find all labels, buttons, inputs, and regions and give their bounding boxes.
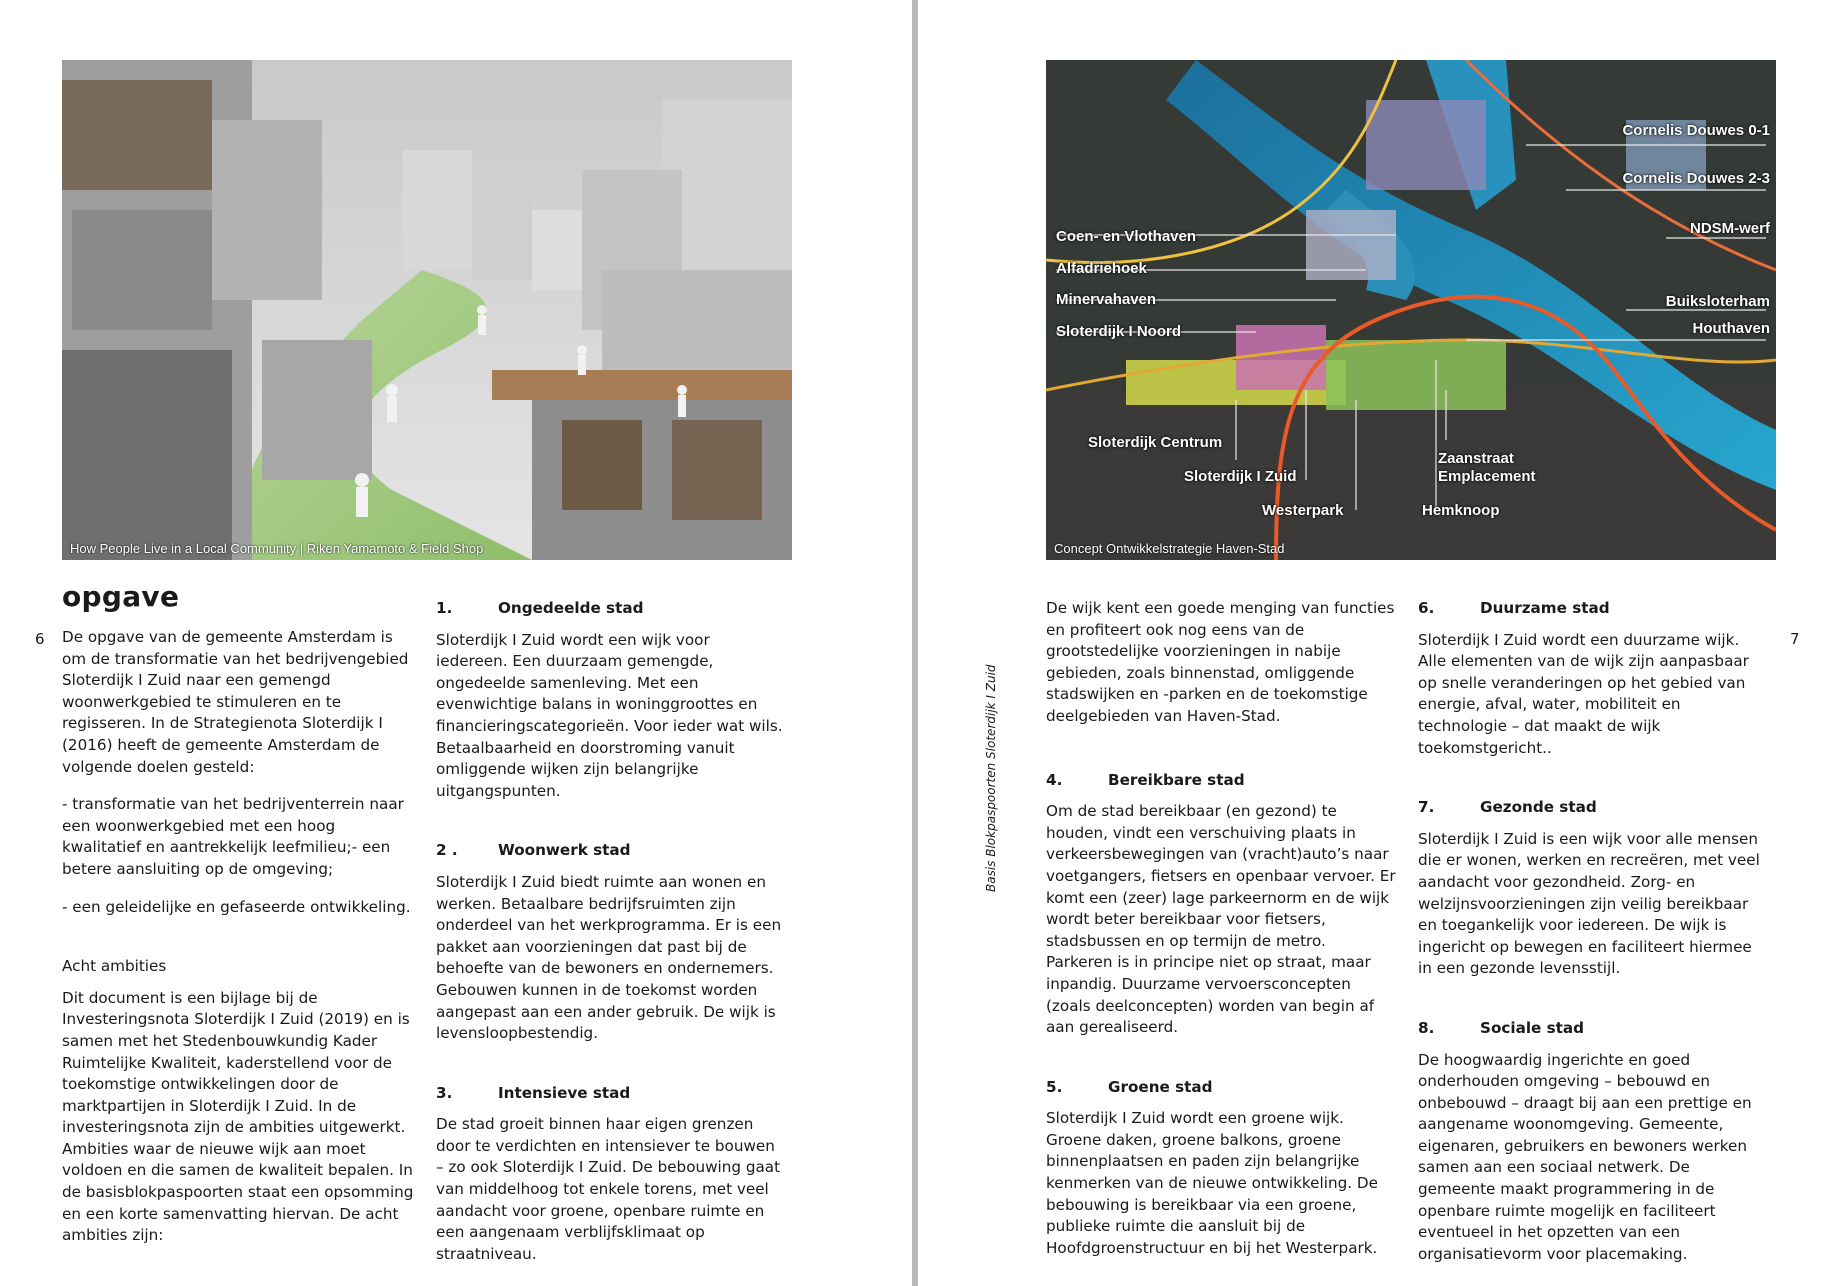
page-number-right: 7 (1790, 630, 1800, 648)
section-5 (1046, 1077, 1396, 1260)
section-3 (436, 1083, 786, 1266)
section-8 (1418, 1018, 1770, 1266)
section-title: Sociale stad (1480, 1018, 1585, 1037)
section-title: Woonwerk stad (498, 841, 631, 860)
right-page (918, 0, 1822, 1286)
map-label: NDSM-werf (1689, 220, 1770, 237)
page-title: opgave (62, 580, 180, 613)
haven-stad-map (1046, 60, 1776, 560)
section-number: 4. (1046, 770, 1063, 789)
section-1 (436, 598, 786, 802)
section-2 (436, 840, 786, 1044)
left-column-1 (62, 627, 417, 1263)
bullet-item: - een geleidelijke en gefaseerde ontwikkeling. (62, 897, 411, 916)
section-title: Bereikbare stad (1108, 770, 1245, 789)
page-number-left: 6 (35, 630, 45, 648)
section-heading (1046, 1077, 1396, 1099)
intro-paragraph: De opgave van de gemeente Amsterdam is om de transformatie van het bedrijvengebied Sloterdijk I Zuid naar een gemengd woonwerkgebied te stimuleren en te regisseren. In de Strategienota Sloterdijk I (2016) heeft de gemeente Amsterdam de volgende doelen gesteld: (62, 628, 409, 776)
section-text: Sloterdijk I Zuid wordt een groene wijk. Groene daken, groene balkons, groene binnenplaatsen en paden zijn belangrijke kenmerken van de nieuwe ontwikkeling. De bebouwing is bereikbaar via een groene, publieke ruimte die aansluit bij de Hoofdgroenstructuur en bij het Westerpark. (1046, 1109, 1378, 1257)
section-7 (1418, 797, 1770, 980)
right-column-2 (1418, 598, 1770, 1281)
section-text: Sloterdijk I Zuid is een wijk voor alle mensen die er wonen, werken en recreëren, met veel aandacht voor gezondheid. Zorg- en welzijnsvoorzieningen zijn veilig bereikbaar en toegankelijk voor iedereen. De wijk is ingericht op bewegen en faciliteert hiermee in een gezonde levensstijl. (1418, 829, 1760, 978)
section-heading (436, 598, 786, 620)
section-number: 5. (1046, 1077, 1063, 1096)
section-6 (1418, 598, 1770, 759)
section-text: Sloterdijk I Zuid wordt een duurzame wijk. Alle elementen van de wijk zijn aanpasbaar op snelle veranderingen op het gebied van energie, afval, water, mobiliteit en technologie – dat maakt de wijk toekomstgericht.. (1418, 630, 1749, 757)
map-label: Cornelis Douwes 0-1 (1622, 122, 1770, 139)
section-text: Sloterdijk I Zuid wordt een wijk voor iedereen. Een duurzaam gemengde, ongedeelde samenleving. Met een evenwichtige balans in woninggroottes en financieringscategorieën. Voor ieder wat wils. Betaalbaarheid en doorstroming vanuit omliggende wijken zijn belangrijke uitgangspunten. (436, 630, 783, 800)
map-label: Emplacement (1438, 468, 1536, 485)
section-heading (436, 840, 786, 862)
section-text: Sloterdijk I Zuid biedt ruimte aan wonen en werken. Betaalbare bedrijfsruimten zijn onderdeel van het werkprogramma. Er is een pakket aan voorzieningen dat past bij de behoefte van de bewoners en ondernemers. Gebouwen kunnen in de toekomst worden aangepast aan een ander gebruik. De wijk is levensloopbestendig. (436, 872, 782, 1043)
running-header-vertical: Basis Blokpaspoorten Sloterdijk I Zuid (984, 664, 998, 892)
section-title: Groene stad (1108, 1077, 1213, 1096)
section-number: 8. (1418, 1018, 1435, 1037)
map-label: Buiksloterham (1665, 293, 1770, 310)
subheading-acht-ambities: Acht ambities (62, 957, 167, 976)
section-title: Intensieve stad (498, 1083, 631, 1102)
section-number: 2 . (436, 841, 458, 860)
section-heading (1418, 598, 1770, 620)
map-label: Sloterdijk I Noord (1056, 323, 1182, 340)
section-text: De stad groeit binnen haar eigen grenzen door te verdichten en intensiever te bouwen – zo ook Sloterdijk I Zuid. De bebouwing gaat van middelhoog tot enkele torens, met veel aandacht voor groene, openbare ruimte en een aangenaam verblijfsklimaat op straatniveau. (436, 1115, 781, 1263)
section-text: Om de stad bereikbaar (en gezond) te houden, vindt een verschuiving plaats in verkeersbewegingen van (vracht)auto’s naar voetgangers, fietsers en openbaar vervoer. Er komt een (zeer) lage parkeernorm en de wijk wordt beter bereikbaar voor fietsers, stadsbussen en op termijn de metro. Parkeren is in principe niet op straat, maar inpandig. Duurzame vervoersconcepten (zoals deelconcepten) worden van begin af aan gerealiseerd. (1046, 802, 1396, 1037)
map-label: Zaanstraat (1438, 450, 1514, 467)
map-label: Cornelis Douwes 2-3 (1622, 170, 1770, 187)
intro-paragraph: De wijk kent een goede menging van functies en profiteert ook nog eens van de grootstedelijke voorzieningen in nabije gebieden, zoals binnenstad, omliggende stadswijken en -parken en de toekomstige deelgebieden van Haven-Stad. (1046, 599, 1395, 725)
map-label: Houthaven (1692, 320, 1770, 337)
right-column-1 (1046, 598, 1396, 1275)
map-label: Hemknoop (1422, 502, 1500, 519)
map-label: Sloterdijk Centrum (1088, 434, 1223, 451)
map-label: Westerpark (1262, 502, 1344, 519)
map-label: Alfadriehoek (1056, 260, 1147, 277)
section-number: 1. (436, 599, 453, 617)
photo-caption: How People Live in a Local Community | Riken Yamamoto & Field Shop (70, 541, 484, 556)
section-heading (1046, 770, 1396, 792)
bullet-item: - transformatie van het bedrijventerrein naar een woonwerkgebied met een hoog kwalitatief en aantrekkelijk leefmilieu;- een betere aansluiting op de omgeving; (62, 795, 404, 878)
left-column-2 (436, 598, 786, 1281)
section-number: 7. (1418, 798, 1435, 817)
map-caption: Concept Ontwikkelstrategie Haven-Stad (1054, 541, 1285, 556)
section-heading (436, 1083, 786, 1105)
ambities-paragraph: Dit document is een bijlage bij de Investeringsnota Sloterdijk I Zuid (2019) en is samen met het Stedenbouwkundig Kader Ruimtelijke Kwaliteit, kaderstellend voor de toekomstige ontwikkelingen door de marktpartijen in Sloterdijk I Zuid. In de investeringsnota zijn de ambities uitgewerkt. Ambities waar de nieuwe wijk aan moet voldoen en die samen de kwaliteit bepalen. In de basisblokpaspoorten staat een opsomming en een korte samenvatting hiervan. De acht ambities zijn: (62, 988, 414, 1245)
section-number: 3. (436, 1083, 453, 1102)
section-title: Gezonde stad (1480, 798, 1597, 817)
section-text: De hoogwaardig ingerichte en goed onderhouden omgeving – bebouwd en onbebouwd – draagt bij aan een prettige en aangename woonomgeving. Gemeente, eigenaren, gebruikers en bewoners werken samen aan een sociaal netwerk. De gemeente maakt programmering in de openbare ruimte mogelijk en faciliteert eventueel in het opzetten van een organisatievorm voor placemaking. (1418, 1050, 1752, 1263)
map-label: Sloterdijk I Zuid (1184, 468, 1297, 485)
section-title: Ongedeelde stad (498, 599, 644, 617)
map-label: Minervahaven (1056, 291, 1157, 308)
model-illustration (62, 60, 792, 560)
section-number: 6. (1418, 599, 1435, 617)
section-title: Duurzame stad (1480, 599, 1610, 617)
map-label: Coen- en Vlothaven (1056, 228, 1197, 245)
section-heading (1418, 1018, 1770, 1040)
section-heading (1418, 797, 1770, 819)
section-4 (1046, 770, 1396, 1039)
architecture-model-photo (62, 60, 792, 560)
